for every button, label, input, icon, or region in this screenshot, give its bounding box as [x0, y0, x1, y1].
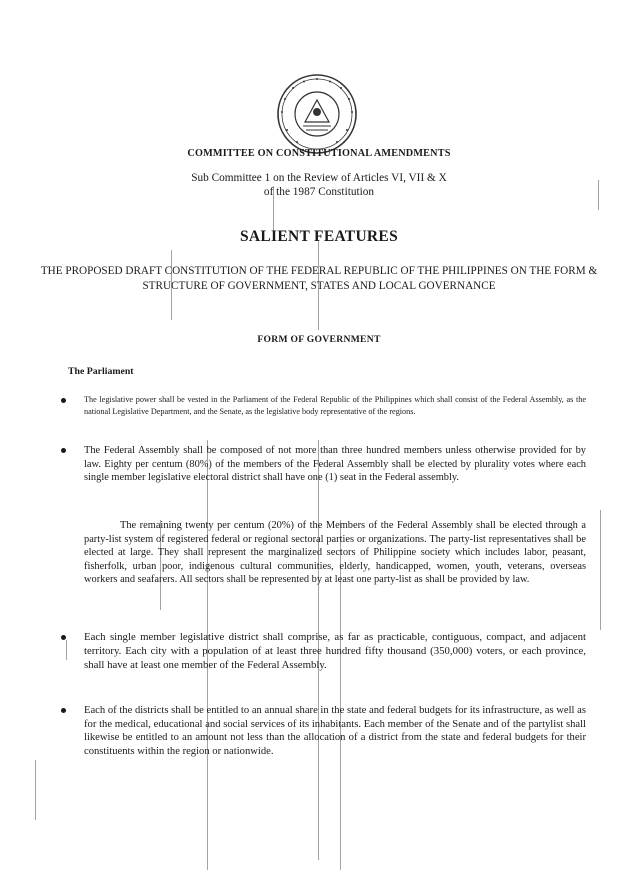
paragraph-text: The legislative power shall be vested in the Parliament of the Federal Republic of the Philippines which shall consist of the Federal Assembly, as the national Legislative Department, and the Senate, as the legislative body representative of the regions.: [84, 395, 586, 416]
scan-artifact-line: [600, 510, 601, 630]
list-item: [84, 704, 586, 758]
document-title: SALIENT FEATURES: [240, 228, 398, 245]
scan-artifact-line: [35, 760, 36, 820]
paragraph-text: The remaining twenty per centum (20%) of the Members of the Federal Assembly shall be elected through a party-list system of registered federal or regional sectoral parties or organizations. The party-list representatives shall be elected at large. They shall represent the marginalized sectors of Philippine society which includes labor, peasant, fisherfolk, urban poor, indigenous cultural communities, elderly, handicapped, women, youth, veterans, overseas workers and seafarers. All sectors shall be represented by at least one party-list as shall be provided by law.: [84, 520, 586, 585]
committee-heading: COMMITTEE ON CONSTITUTIONAL AMENDMENTS: [187, 148, 451, 159]
paragraph-text: Each single member legislative district shall comprise, as far as practicable, contiguous, compact, and adjacent territory. Each city with a population of at least three hundred fifty thousand (350,000) voters, or each province, shall have at least one member of the Federal Assembly.: [84, 631, 586, 671]
paragraph: [84, 519, 586, 587]
bullet-icon: [61, 448, 66, 453]
subcommittee-line: Sub Committee 1 on the Review of Articles VI, VII & X: [191, 172, 447, 184]
subcommittee-heading: [0, 171, 638, 199]
section-heading: FORM OF GOVERNMENT: [257, 334, 381, 345]
scan-artifact-line: [66, 640, 67, 660]
bullet-icon: [61, 635, 66, 640]
bullet-icon: [61, 398, 66, 403]
paragraph-text: The Federal Assembly shall be composed of not more than three hundred members unless otherwise provided for by law. Eighty per centum (80%) of the members of the Federal Assembly shall be elected by plurality votes where each single member legislative electoral district shall have one (1) seat in the Federal assembly.: [84, 445, 586, 483]
subsection-title: The Parliament: [68, 366, 134, 377]
list-item: [84, 444, 586, 485]
subcommittee-line: of the 1987 Constitution: [263, 186, 375, 198]
document-subtitle: THE PROPOSED DRAFT CONSTITUTION OF THE FEDERAL REPUBLIC OF THE PHILIPPINES ON THE FORM & STRUCTURE OF GOVERNMENT, STATES AND LOCAL GOVERNANCE: [40, 265, 598, 292]
bullet-icon: [61, 708, 66, 713]
paragraph-text: Each of the districts shall be entitled to an annual share in the state and federal budgets for its infrastructure, as well as for the medical, educational and social services of its inhabitants. Each member of the Senate and of the partylist shall likewise be entitled to an amount not less than the allocation of a district from the state and federal budgets for their constituents within the region or nationwide.: [84, 705, 586, 757]
list-item: [84, 394, 586, 418]
list-item: [84, 631, 586, 672]
house-of-representatives-seal-icon: [275, 72, 359, 156]
